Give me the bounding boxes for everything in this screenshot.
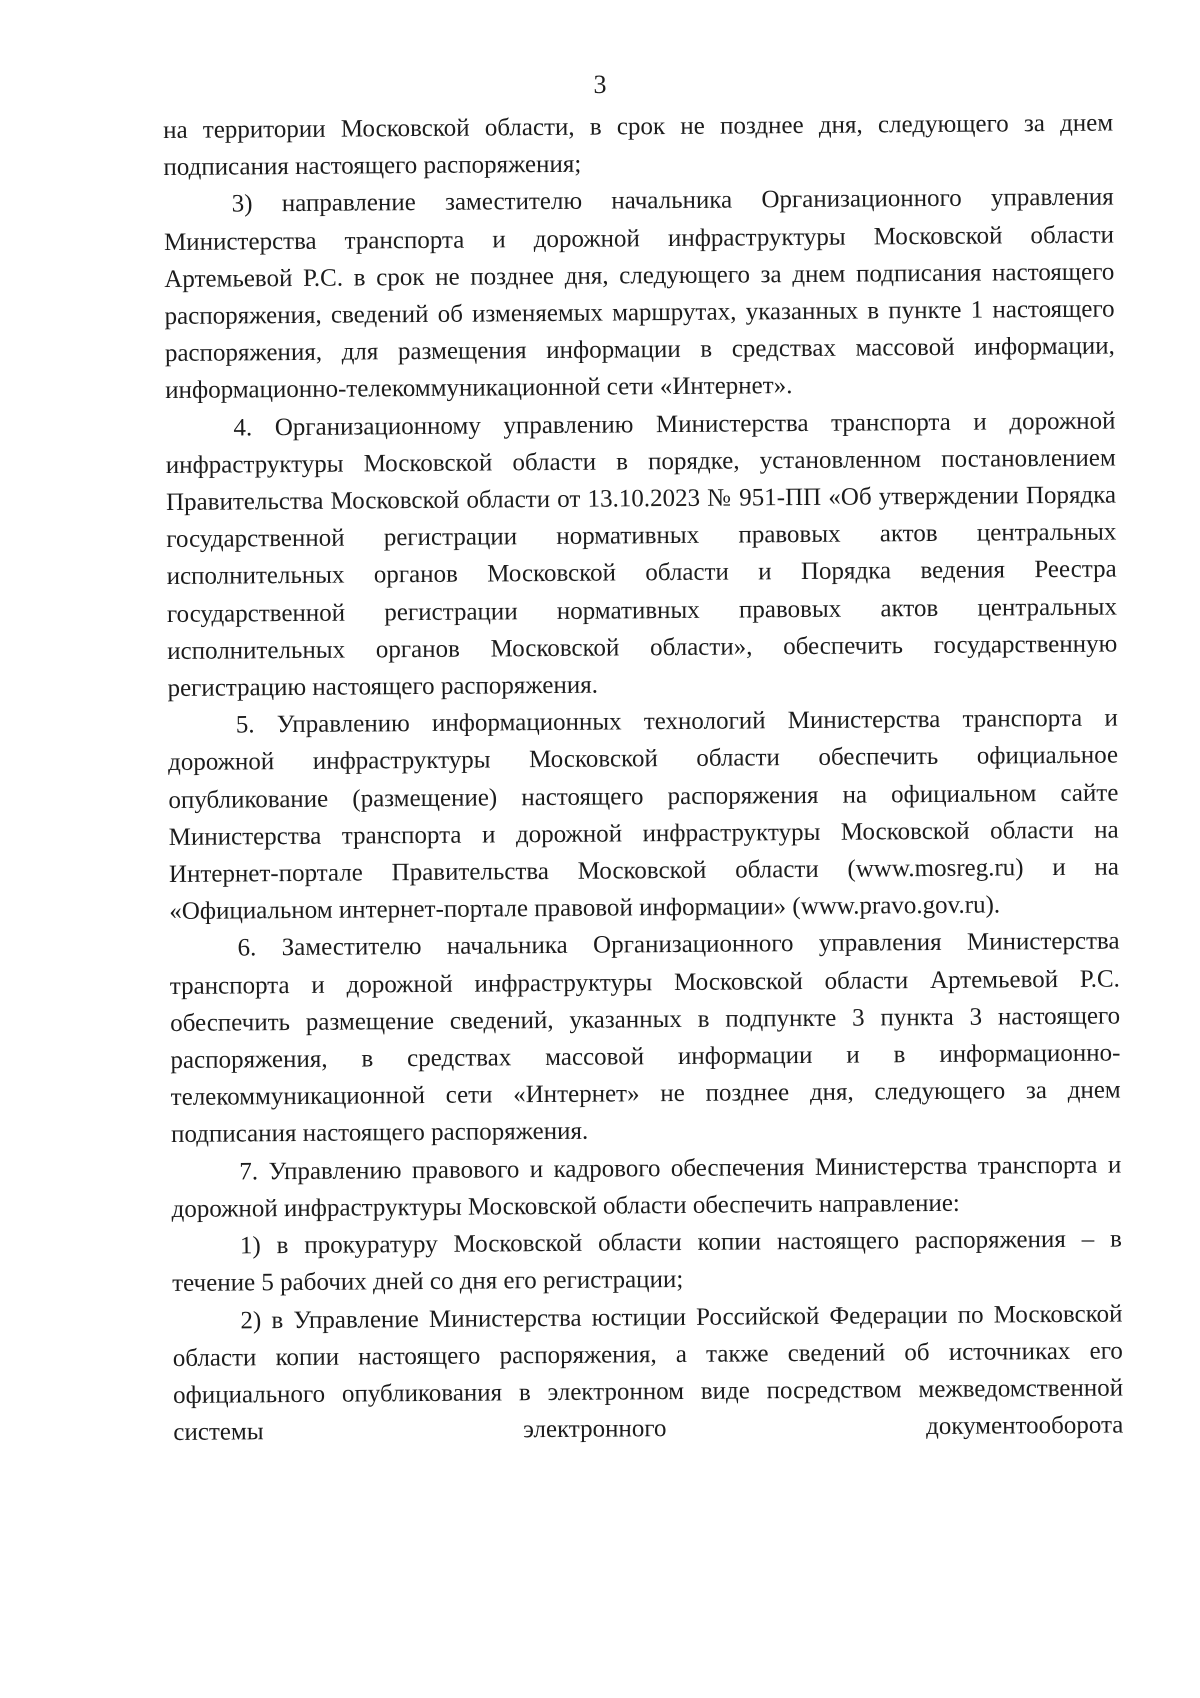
page-number: 3 xyxy=(593,70,607,99)
paragraph-item-5: 5. Управлению информационных технологий Министерства транспорта и дорожной инфраструктуры Московской области обеспечить официальное опубликование (размещение) настоящего распоряжения на официальном сайте Министерства транспорта и дорожной инфраструктуры Московской области на Интернет-портале Правительства Московской области (www.mosreg.ru) и на «Официальном интернет-портале правовой информации» (www.pravo.gov.ru). xyxy=(168,704,1120,926)
document-body xyxy=(163,105,1123,1452)
paragraph-continuation: на территории Московской области, в срок не позднее дня, следующего за днем подписания настоящего распоряжения; xyxy=(163,109,1114,182)
paragraph-subitem-3: 3) направление заместителю начальника Организационного управления Министерства транспорта и дорожной инфраструктуры Московской области Артемьевой Р.С. в срок не позднее дня, следующего за днем подписания настоящего распоряжения, сведений об изменяемых маршрутах, указанных в пункте 1 настоящего распоряжения, для размещения информации в средствах массовой информации, информационно-телекоммуникационной сети «Интернет». xyxy=(163,183,1115,405)
paragraph-item-7-subitem-1: 1) в прокуратуру Московской области копии настоящего распоряжения – в течение 5 рабочих дней со дня его регистрации; xyxy=(172,1225,1122,1298)
paragraph-item-4: 4. Организационному управлению Министерства транспорта и дорожной инфраструктуры Московской области в порядке, установленном постановлением Правительства Московской области от 13.10.2023 № 951-ПП «Об утверждении Порядка государственной регистрации нормативных правовых актов центральных исполнительных органов Московской области и Порядка ведения Реестра государственной регистрации нормативных правовых актов центральных исполнительных органов Московской области», обеспечить государственную регистрацию настоящего распоряжения. xyxy=(165,407,1118,703)
paragraph-item-7-subitem-2: 2) в Управление Министерства юстиции Российской Федерации по Московской области копии настоящего распоряжения, а также сведений об источниках его официального опубликования в электронном виде посредством межведомственной системы электронного документооборота xyxy=(172,1300,1124,1447)
paragraph-item-6: 6. Заместителю начальника Организационного управления Министерства транспорта и дорожной инфраструктуры Московской области Артемьевой Р.С. обеспечить размещение сведений, указанных в подпункте 3 пункта 3 настоящего распоряжения, в средствах массовой информации и в информационно-телекоммуникационной сети «Интернет» не позднее дня, следующего за днем подписания настоящего распоряжения. xyxy=(169,927,1121,1149)
paragraph-item-7: 7. Управлению правового и кадрового обеспечения Министерства транспорта и дорожной инфраструктуры Московской области обеспечить направление: xyxy=(171,1151,1122,1223)
